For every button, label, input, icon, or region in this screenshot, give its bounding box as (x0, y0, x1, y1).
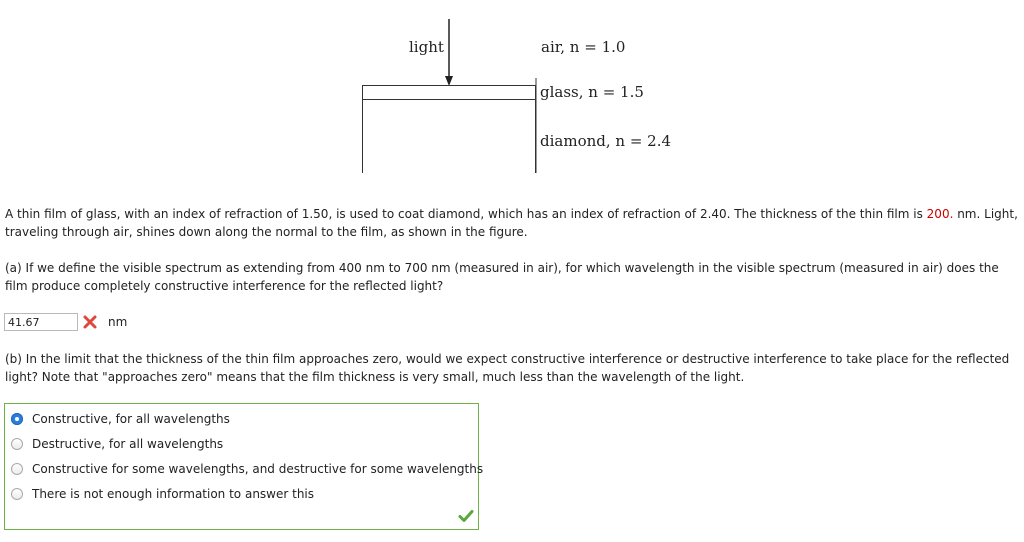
option-label: Constructive for some wavelengths, and destructive for some wavelengths (32, 462, 484, 476)
x-icon (82, 314, 98, 330)
air-label: air, n = 1.0 (541, 38, 626, 56)
option-constructive-all[interactable] (11, 410, 230, 428)
part-b-question: (b) In the limit that the thickness of the thin film approaches zero, would we expect constructive interference or destructive interference to take place for the reflected light? Note that "approaches zero" means that the film thickness is very small, much less than the wavelength of the light. (5, 352, 1010, 384)
diamond-label: diamond, n = 2.4 (540, 132, 672, 150)
radio-button[interactable] (11, 438, 23, 450)
option-label: There is not enough information to answer this (32, 487, 315, 501)
diamond-layer (362, 99, 536, 173)
option-constructive-some[interactable] (11, 460, 483, 478)
intro-text-1: A thin film of glass, with an index of refraction of 1.50, is used to coat diamond, which has an index of refraction of 2.40. The thickness of the thin film is (5, 207, 927, 221)
radio-button[interactable] (11, 463, 23, 475)
part-a-question: (a) If we define the visible spectrum as extending from 400 nm to 700 nm (measured in air), for which wavelength in the visible spectrum (measured in air) does the film produce completely constructive interference for the reflected light? (5, 261, 999, 293)
glass-layer (362, 85, 536, 100)
thickness-value: 200. (926, 207, 954, 221)
glass-label: glass, n = 1.5 (540, 83, 644, 101)
check-icon (458, 509, 474, 523)
thin-film-figure (0, 0, 1024, 190)
radio-button-selected[interactable] (11, 413, 23, 425)
problem-statement (5, 205, 1020, 241)
part-a-answer-input[interactable] (4, 313, 78, 331)
option-label: Constructive, for all wavelengths (32, 412, 230, 426)
radio-button[interactable] (11, 488, 23, 500)
option-label: Destructive, for all wavelengths (32, 437, 224, 451)
option-destructive-all[interactable] (11, 435, 223, 453)
light-label: light (409, 38, 444, 56)
intro-text-2: nm. Light, traveling through air, shines down along the normal to the film, as shown in the figure. (5, 207, 1018, 239)
option-not-enough-info[interactable] (11, 485, 314, 503)
part-b-options (4, 403, 484, 530)
part-a-unit: nm (108, 315, 128, 329)
